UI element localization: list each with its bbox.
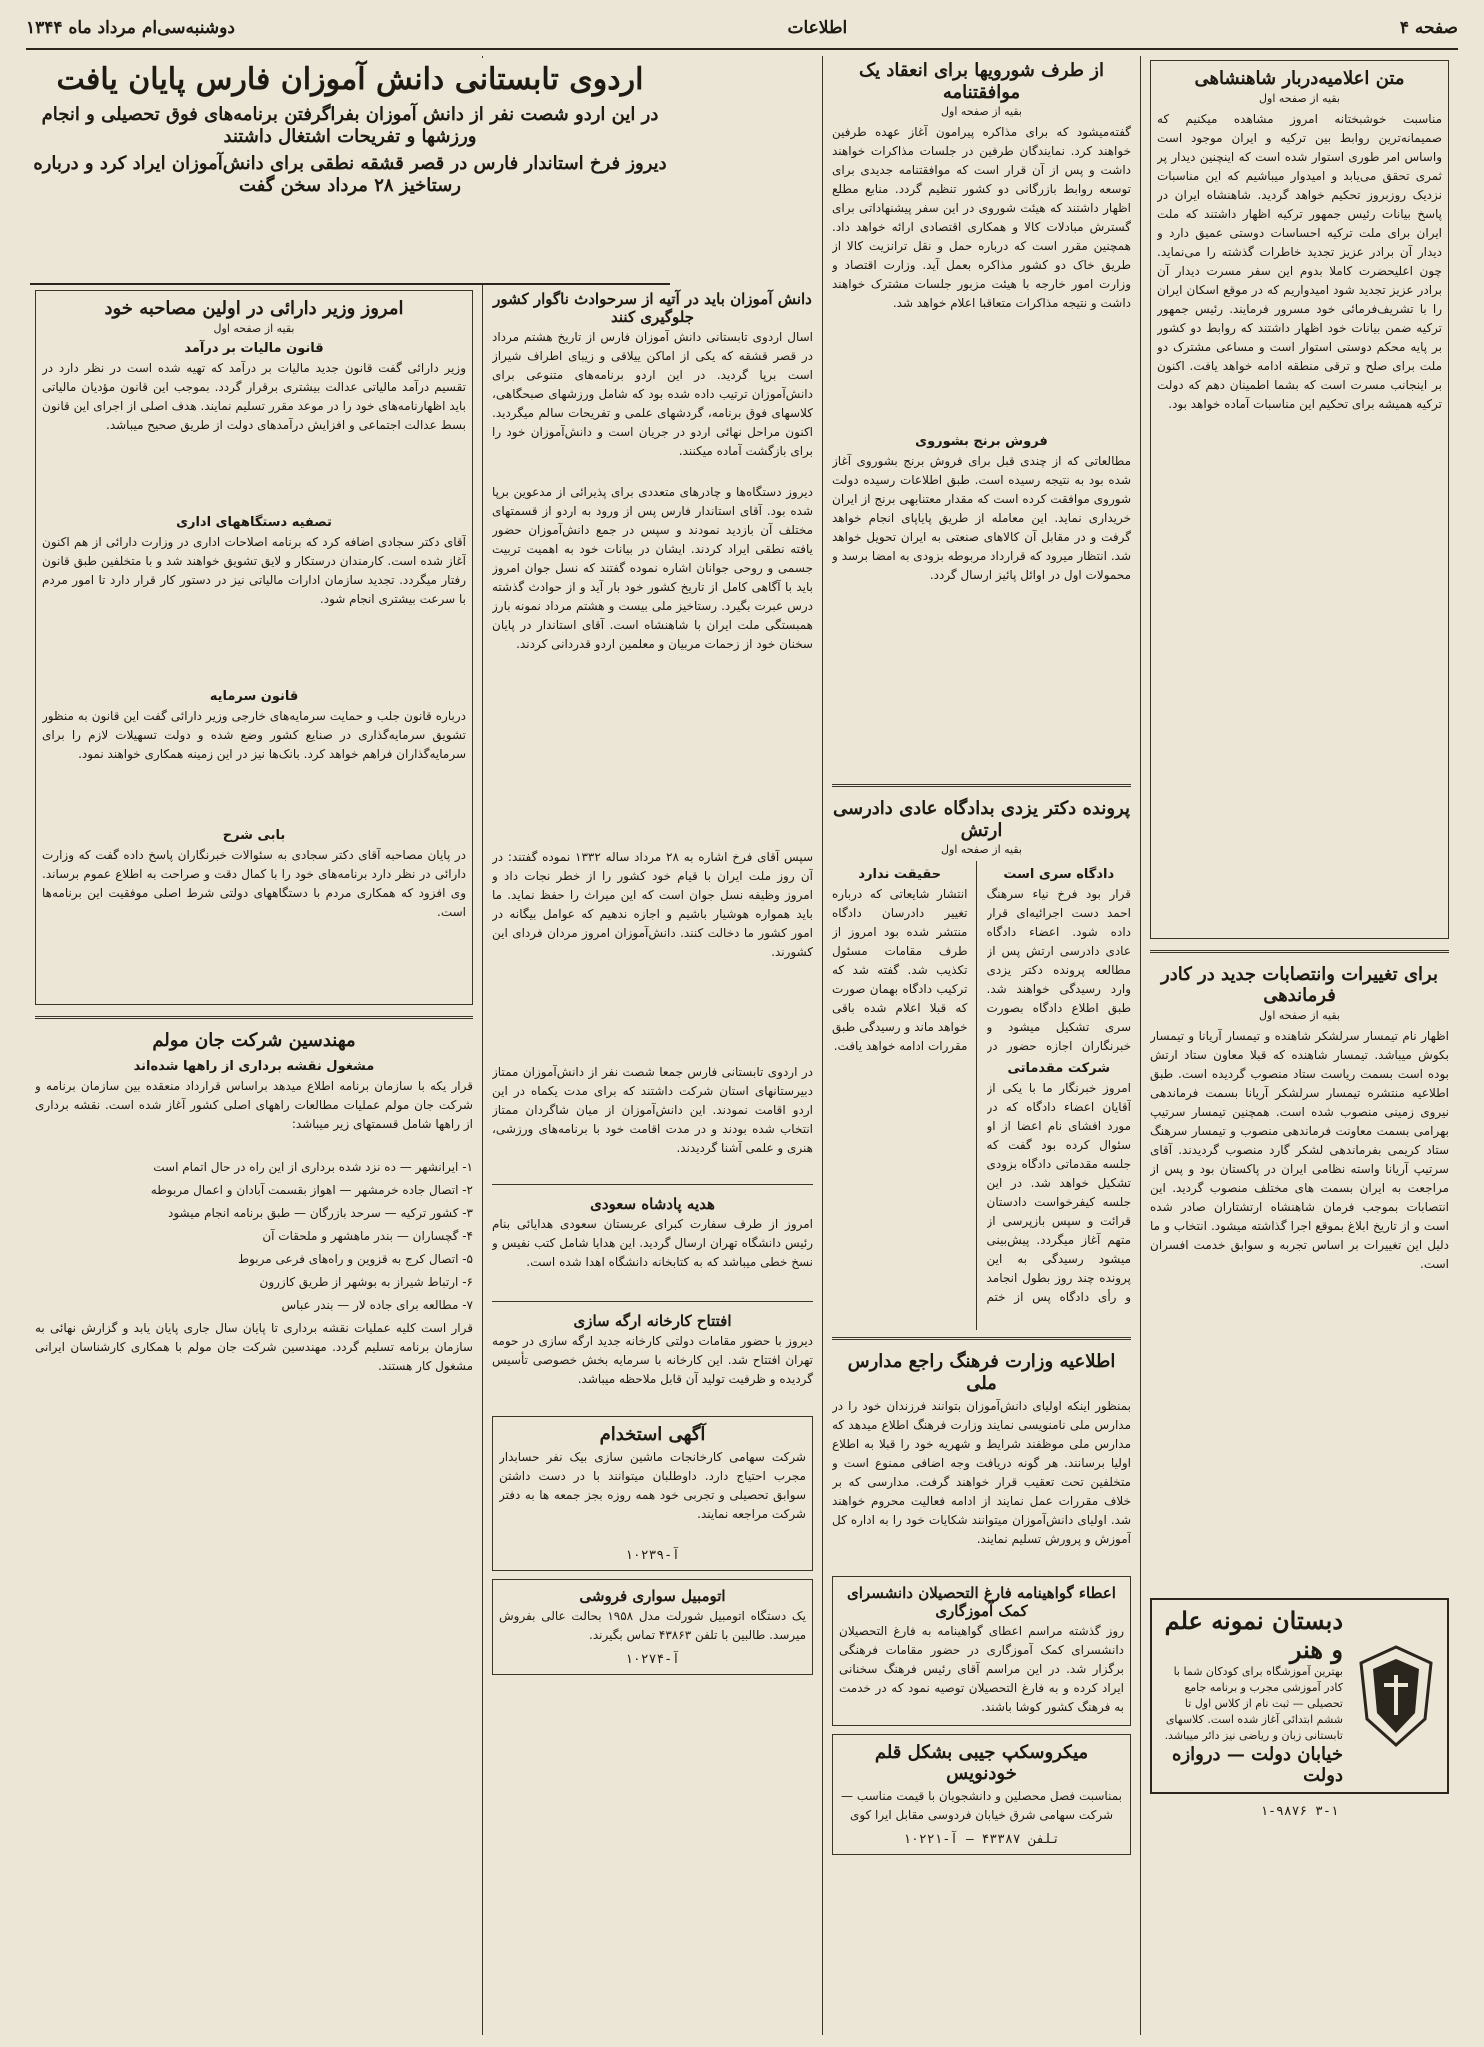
article-military-appointments [1150,960,1449,1592]
subheading: فروش برنج بشوروی [915,434,1048,450]
continued-note: بقیه از صفحه اول [941,843,1022,857]
car-sale-ad [492,1579,813,1675]
subheading: قانون مالیات بر درآمد [184,340,324,356]
list-item: ۶- ارتباط شیراز به بوشهر از طریق کازرون [259,1275,473,1290]
ad-address: خیابان دولت — دروازه دولت [1172,1743,1343,1786]
article-body: سپس آقای فرخ اشاره به ۲۸ مرداد ساله ۱۳۳۲ نموده گفتند: در آن روز ملت ایران با قیام خود کشور را از خطر نجات داد و امروز وظیفه نسل جوان است که این میراث را حفظ نماید. ما باید همواره هوشیار باشیم و اجازه ندهیم که عوامل بیگانه در امور کشور ما دخالت کنند. دانش‌آموزان امروز مردان فردای این کشورند. [492,850,813,959]
divider [1150,950,1449,953]
article-body: امروز خبرنگار ما با یکی از آقایان اعضاء دادگاه که در مورد افشای نام اعضا از او سئوال کرده بود گفت که جلسه مقدماتی دادگاه بزودی تشکیل خواهد شد. در این جلسه کیفرخواست دادستان قرائت و سپس بازپرسی از متهم آغاز میگردد. پیش‌بینی میشود رسیدگی به این پرونده چند روز بطول انجامد و رأی دادگاه پس از ختم [986,1081,1131,1305]
ad-code: آ-۱۰۲۳۹ [625,1547,680,1563]
employment-ad [492,1416,813,1571]
column-right [1140,56,1458,2035]
article-body: درباره قانون جلب و حمایت سرمایه‌های خارجی وزیر دارائی گفت این قانون به منظور تشویق سرمایه‌گذاری در صنایع کشور وضع شده و دولت تسهیلات لازم را برای سرمایه‌گذاران فراهم خواهد کرد. بانک‌ها نیز در این زمینه همکاری خواهند نمود. [42,708,466,761]
ad-title: اتومبیل سواری فروشی [579,1586,726,1605]
article-body: قرار بود فرخ نیاء سرهنگ احمد دست اجرائیه‌ای قرار داده شود. اعضاء دادگاه عادی دادرسی ارتش پس از مطالعه پرونده دکتر یزدی وارد رسیدگی خواهند شد. طبق اطلاع دادگاه بصورت سری تشکیل میشود و خبرنگاران اجازه حضور در [986,887,1131,1054]
article-body: امروز از طرف سفارت کبرای عربستان سعودی هدایائی بنام رئیس دانشگاه تهران ارسال گردید. این هدایا شامل کتب نفیس و نسخ خطی میباشد که به کتابخانه دانشگاه اهدا شده است. [492,1217,813,1269]
article-finance-minister [35,290,473,1005]
continued-note: بقیه از صفحه اول [941,105,1022,119]
article-body: مطالعاتی که از چندی قبل برای فروش برنج بشوروی آغاز شده بود به نتیجه رسیده است. طبق اطلاعات رسیده دولت شوروی موافقت کرده است که مقدار معتنابهی برنج از ایران خریداری نماید. این معامله از طریق پایاپای انجام خواهد گرفت و در مقابل آن کالاهای صنعتی به ایران تحویل خواهد شد. انتظار میرود که قرارداد مربوطه بزودی به امضا برسد و محمولات اول در اوائل پائیز ارسال گردد. [832,454,1131,583]
list-item: ۷- مطالعه برای جاده لار — بندر عباس [281,1298,473,1313]
article-body: دیروز با حضور مقامات دولتی کارخانه جدید ارگه سازی در حومه تهران افتتاح شد. این کارخانه با سرمایه بخش خصوصی تأسیس گردیده و ظرفیت تولید آن قابل ملاحظه میباشد. [492,1334,813,1386]
road-list [35,1158,473,1319]
lead-subheadline: دیروز فرخ استاندار فارس در قصر قشقه نطقی برای دانش‌آموزان ایراد کرد و درباره رستاخیز ۲۸ مرداد سخن گفت [33,153,667,196]
list-item: ۲- اتصال جاده خرمشهر — اهواز بقسمت آبادان و اعمال مربوطه [150,1183,473,1198]
divider [832,784,1131,787]
article-royal-statement [1150,60,1449,939]
headline: اطلاعیه وزارت فرهنگ راجع مدارس ملی [847,1351,1116,1394]
school-emblem-icon [1351,1641,1441,1751]
ad-text: شرکت سهامی کارخانجات ماشین سازی بیک نفر حسابدار مجرب احتیاج دارد. داوطلبان میتوانند با در دست داشتن سوابق تحصیلی و تجربی خود همه روزه بجز جمعه ها به دفتر شرکت مراجعه نمایند. [499,1449,806,1521]
column-left [26,56,482,2035]
article-body: در اردوی تابستانی فارس جمعا شصت نفر از دانش‌آموزان ممتاز دبیرستانهای استان شرکت داشتند که برای مدت یکماه در این اردو اقامت نمودند. این دانش‌آموزان از میان شاگردان ممتاز انتخاب شده بودند و در مدت اقامت خود با برنامه‌های ورزشی، هنری و علمی آشنا گردیدند. [492,1065,813,1155]
columns [26,56,1458,2035]
subheading: بابی شرح [222,827,286,843]
article-body: در پایان مصاحبه آقای دکتر سجادی به سئوالات خبرنگاران پاسخ داده گفت که وزارت دارائی در نظر دارد برنامه‌های خود را با کمال دقت و صراحت به اطلاع عموم برساند. وی افزود که همکاری مردم با دستگاههای دولتی شرط اصلی موفقیت این برنامه‌ها است. [42,847,466,919]
subheading: قانون سرمایه [209,688,299,704]
lead-headline-block [30,58,670,285]
paper-name: اطلاعات [787,18,848,38]
article-body: اظهار نام تیمسار سرلشکر شاهنده و تیمسار آریانا و تیمسار بکوش میباشد. تیمسار شاهنده که قبلا معاون ستاد ارتش بوده است بسمت ریاست ستاد منصوب گردیده است. طبق اطلاعیه منتشره تیمسار سرلشکر آریانا بسمت فرماندهی نیروی زمینی منصوب شده است. همچنین تیمسار سرتیپ بهرامی بسمت معاونت فرماندهی منصوب و تیمسار سرهنگ ستاد کریمی بفرماندهی لشکر گارد منصوب گردیدند. آقای سرتیپ آریانا واسته نظامی ایران در پاکستان بود و پس از مراجعت به ایران بسمت های مختلف منصوب گردید. این انتصابات بموجب فرمان شاهنشاه ارتشتاران صادر شده است و از تاریخ ابلاغ بموقع اجرا گذاشته میشود. انتخاب و ما دلیل این تغییرات بر اساس تجربه و سوابق خدمت افسران است. [1150,1028,1449,1271]
subheading: دادگاه سری است [1003,867,1115,883]
continued-note: بقیه از صفحه اول [1259,91,1340,105]
continued-note: بقیه از صفحه اول [213,321,295,335]
ad-title: میکروسکپ جیبی بشکل قلم خودنویس [874,1741,1089,1785]
article-body: دیروز دستگاه‌ها و چادرهای متعددی برای پذیرائی از مدعوین برپا شده بود. آقای استاندار فارس پس از ورود به اردو از قسمتهای مختلف آن بازدید نمودند و سپس در جمع دانش‌آموزان حضور یافته نطقی ایراد کردند. ایشان در بیانات خود به اهمیت تربیت جسمی و روحی جوانان اشاره نموده گفتند که نسل جوان امروز باید با آگاهی کامل از تاریخ کشور خود بار آید و از حوادث گذشته درس عبرت بگیرد. رستاخیز ملی بیست و هشتم مرداد نمونه بارز همبستگی ملت ایران با شاهنشاه است. آقای استاندار در پایان سخنان خود از زحمات مربیان و معلمین اردو قدردانی کردند. [492,485,813,651]
article-body: بمنظور اینکه اولیای دانش‌آموزان بتوانند فرزندان خود را در مدارس ملی نامنویسی نمایند وزارت فرهنگ اطلاع میدهد که مدارس ملی موظفند شرایط و شهریه خود را قبلا به اطلاع اولیا برسانند. هر گونه دریافت وجه اضافی ممنوع است و متخلفین تحت تعقیب قرار خواهند گرفت. مدارسی که بر خلاف مقررات عمل نمایند از ادامه فعالیت محروم خواهند شد. اولیای دانش‌آموزان میتوانند شکایات خود را به اداره کل آموزش و پرورش تسلیم نمایند. [832,1398,1131,1546]
ad-title: دبستان نمونه علم و هنر [1164,1605,1343,1664]
ad-code: ۱-۹۸۷۶ ۳-۱ [1260,1803,1339,1819]
list-item: ۳- کشور ترکیه — سرحد بازرگان — طبق برنامه انجام میشود [167,1206,473,1221]
divider [35,1016,473,1019]
article-body: مناسبت خوشبختانه امروز مشاهده میکنیم که صمیمانه‌ترین روابط بین ترکیه و ایران موجود است واساس امر طوری استوار شده است که اینچنین دیدار پر ثمری تحقق می‌یابد و امیدوار میباشیم که این مناسبات نزدیک روزبروز تحکیم خواهد گردید. شاهنشاه ایران در پاسخ بیانات رئیس جمهور ترکیه اظهار داشتند که ملت ایران برای ملت ترکیه احساسات دوستی عمیق دارد و دیدار آن برادر عزیز تجدید خاطرات گذشته را می‌نماید. چون اعلیحضرت کاملا بدوم این سفر مسرت دیدار آن برادر عزیز تجدید شود امیدواریم که در موقع اسکان ایران را با تشریف‌فرمائی خود مسرور فرمایند. رئیس جمهور ترکیه ضمن بیانات خود اظهار داشتند که روابط دو کشور بر پایه محکم دوستی استوار است و مساعی مشترک دو ملت برای صلح و ترقی منطقه ادامه خواهد یافت. اکنون بر اینجانب مسرت است که بشما اطمینان دهم که دولت ترکیه همیشه برای تحکیم این مناسبات آماده خواهد بود. [1157,111,1442,411]
headline: از طرف شورویها برای انعقاد یک موافقتنامه [859,60,1104,103]
article-body: گفته‌میشود که برای مذاکره پیرامون آغاز عهده طرفین خواهند کرد. نمایندگان طرفین در جلسات مذاکرات خواهند داشت و پس از آن قرار است که موافقتنامه جدیدی برای توسعه روابط بازرگانی دو کشور تنظیم گردد. منابع مطلع اظهار داشتند که هیئت شوروی در این سفر پیشنهاداتی برای گسترش مبادلات کالا و همکاری اقتصادی ارائه خواهد داد. همچنین مقرر است که درباره حمل و نقل ترانزیت کالا از طریق خاک دو کشور مذاکره بعمل آید. وزارت اقتصاد و وزارت امور خارجه با هیئت مزبور جلسات مشترک خواهند داشت و نتیجه مذاکرات متعاقبا اعلام خواهد شد. [832,125,1131,311]
column-lead-body [482,56,822,2035]
list-item: ۴- گچساران — بندر ماهشهر و ملحقات آن [262,1229,473,1244]
column-soviet [822,56,1140,2035]
article-body: روز گذشته مراسم اعطای گواهینامه به فارغ التحصیلان دانشسرای کمک آموزگاری در حضور مقامات فرهنگی برگزار شد. در این مراسم آقای رئیس فرهنگ سخنانی ایراد کرده و به فارغ التحصیلان توصیه نمود که در خدمت به فرهنگ کشور کوشا باشند. [839,1623,1124,1714]
graduation-notice [832,1576,1131,1726]
article-yazdi [832,861,1131,1330]
microscope-ad [832,1734,1131,1855]
divider [492,1184,813,1185]
divider [492,1301,813,1302]
masthead [26,8,1458,50]
continued-note: بقیه از صفحه اول [1259,1008,1340,1022]
article-body: قرار یکه با سازمان برنامه اطلاع میدهد براساس قرارداد منعقده بین سازمان برنامه و شرکت جان مولم عملیات مطالعات راههای اصلی کشور آغاز شده است. نقشه برداری از راهها شامل قسمتهای زیر میباشد: [35,1079,473,1132]
headline: امروز وزیر دارائی در اولین مصاحبه خود [104,298,404,319]
subheadline: مشغول نقشه برداری از راهها شده‌اند [133,1059,375,1075]
subheading: حقیقت ندارد [858,867,942,883]
list-item: ۵- اتصال کرج به قزوین و راه‌های فرعی مربوط [237,1252,473,1267]
headline: هدیه پادشاه سعودی [590,1195,715,1213]
sub-column [832,861,977,1330]
school-ad [1150,1598,1449,1794]
headline: افتتاح کارخانه ارگه سازی [573,1312,732,1330]
divider [832,1337,1131,1340]
list-item: ۱- ایرانشهر — ده نزد شده برداری از این راه در حال اتمام است [153,1160,473,1175]
page-number: صفحه ۴ [1399,18,1458,38]
lead-subheadline: دانش آموزان باید در آتیه از سرحوادث ناگوار کشور جلوگیری کنند [493,290,812,326]
ad-text: یک دستگاه اتومبیل شورلت مدل ۱۹۵۸ بحالت عالی بفروش میرسد. طالبین با تلفن ۴۳۸۶۳ تماس بگیرند. [499,1608,806,1642]
headline: پرونده دکتر یزدی بدادگاه عادی دادرسی ارتش [833,798,1130,841]
article-body: وزیر دارائی گفت قانون جدید مالیات بر درآمد که تهیه شده است در نظر دارد در تقسیم درآمد مالیاتی عدالت بیشتری برقرار گردد. بموجب این قانون مؤدیان مالیاتی باید اظهارنامه‌های خود را در موعد مقرر تسلیم نمایند. هدف اصلی از اجرای این قانون بسط عدالت اجتماعی و افزایش درآمدهای دولت از طریق صحیح میباشد. [42,360,466,432]
sub-column [987,861,1132,1330]
headline: برای تغییرات وانتصابات جدید در کادر فرماندهی [1161,963,1438,1007]
ad-code: تلفن ۴۳۳۸۷ — آ-۱۰۲۲۱ [903,1831,1060,1847]
lead-headline: اردوی تابستانی دانش آموزان فارس پایان یافت [56,62,644,97]
issue-date: دوشنبه‌سی‌ام مرداد ماه ۱۳۴۴ [26,18,235,38]
ad-code: آ-۱۰۲۷۴ [625,1651,680,1667]
headline: متن اعلامیه‌دربار شاهنشاهی [1194,68,1405,89]
ad-text: بمناسبت فصل محصلین و دانشجویان با قیمت مناسب — شرکت سهامی شرق خیابان فردوسی مقابل ایرا کوی [841,1788,1122,1822]
subheading: تصفیه دستگاههای اداری [176,514,332,530]
article-body: آقای دکتر سجادی اضافه کرد که برنامه اصلاحات اداری در وزارت دارائی از هم اکنون آغاز شده است. کارمندان درستکار و لایق تشویق خواهند شد و با متخلفین طبق قانون رفتار میگردد. تجدید سازمان ادارات مالیاتی نیز در دستور کار قرار دارد تا امور مردم با سرعت بیشتری انجام شود. [42,534,466,606]
subheading: شرکت مقدماتی [1007,1061,1111,1077]
ad-title: آگهی استخدام [599,1424,706,1445]
ad-text: بهترین آموزشگاه برای کودکان شما با کادر آموزشی مجرب و برنامه جامع تحصیلی — ثبت نام از کلاس اول تا ششم ابتدائی آغاز شده است. کلاسهای تابستانی زبان و ریاضی نیز دائر میباشد. [1164,1664,1343,1742]
article-body: انتشار شایعاتی که درباره تغییر دادرسان دادگاه منتشر شده بود امروز از طرف مقامات مسئول تکذیب شد. گفته شد که ترکیب دادگاه بهمان صورت که قبلا اعلام شده باقی خواهد ماند و رسیدگی طبق مقررات ادامه خواهد یافت. [832,887,968,1054]
ad-content [1158,1606,1343,1786]
lead-subheadline: در این اردو شصت نفر از دانش آموزان بفراگرفتن برنامه‌های فوق تحصیلی و انجام ورزشها و تفریحات اشتغال داشتند [41,104,659,147]
headline: اعطاء گواهینامه فارغ التحصیلان دانشسرای کمک آموزگاری [847,1583,1116,1620]
article-body: قرار است کلیه عملیات نقشه برداری تا پایان سال جاری پایان یابد و گزارش نهائی به سازمان برنامه تسلیم گردد. مهندسین شرکت جان مولم با همکاری کارشناسان ایرانی مشغول کار هستند. [35,1321,473,1374]
article-body: اسال اردوی تابستانی دانش آموزان فارس از تاریخ هشتم مرداد در قصر قشقه که یکی از اماکن ییلاقی و زیبای اطراف شیراز است برپا گردید. در این اردو برنامه‌های متنوعی برای دانش‌آموزان ترتیب داده شده بود که شامل ورزشهای صبحگاهی، کلاسهای فوق برنامه، گردشهای علمی و تفریحات سالم میگردید. اکنون مراحل نهائی اردو در جریان است و دانش‌آموزان خود را برای بازگشت آماده میکنند. [492,330,813,458]
headline: مهندسین شرکت جان مولم [152,1029,356,1051]
